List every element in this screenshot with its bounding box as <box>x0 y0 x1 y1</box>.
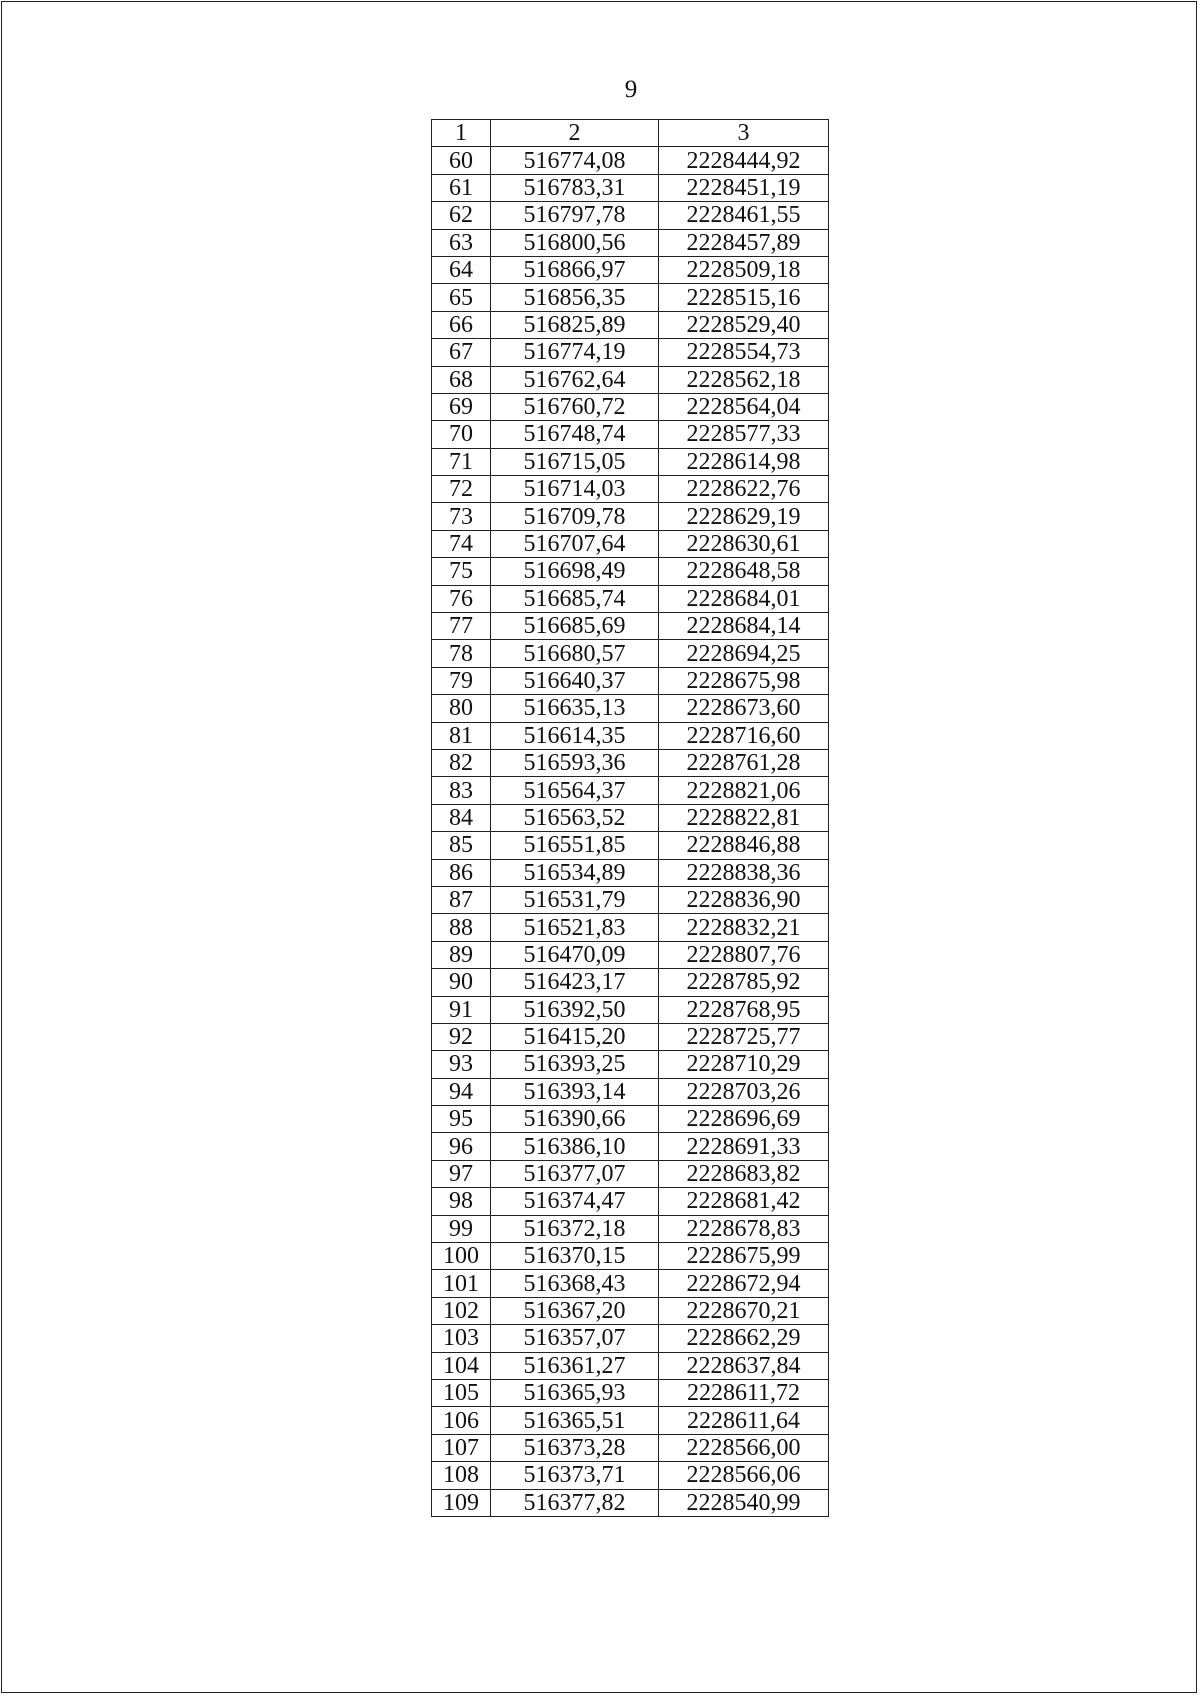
table-row <box>432 1325 829 1352</box>
table-row <box>432 1188 829 1215</box>
table-row <box>432 229 829 256</box>
table-row <box>432 777 829 804</box>
y-coordinate-cell: 2228821,06 <box>659 777 829 804</box>
x-coordinate-cell: 516367,20 <box>491 1297 659 1324</box>
y-coordinate-cell: 2228444,92 <box>659 147 829 174</box>
y-coordinate-cell: 2228622,76 <box>659 476 829 503</box>
x-coordinate-cell: 516774,19 <box>491 339 659 366</box>
x-coordinate-cell: 516635,13 <box>491 695 659 722</box>
table-row <box>432 1434 829 1461</box>
table-row <box>432 256 829 283</box>
x-coordinate-cell: 516715,05 <box>491 448 659 475</box>
y-coordinate-cell: 2228716,60 <box>659 722 829 749</box>
point-number-cell: 109 <box>432 1489 491 1516</box>
x-coordinate-cell: 516774,08 <box>491 147 659 174</box>
x-coordinate-cell: 516709,78 <box>491 503 659 530</box>
table-row <box>432 1215 829 1242</box>
point-number-cell: 82 <box>432 749 491 776</box>
point-number-cell: 108 <box>432 1462 491 1489</box>
point-number-cell: 99 <box>432 1215 491 1242</box>
x-coordinate-cell: 516370,15 <box>491 1243 659 1270</box>
coordinates-table <box>431 119 829 1517</box>
y-coordinate-cell: 2228807,76 <box>659 941 829 968</box>
column-header-1: 1 <box>432 120 491 147</box>
table-row <box>432 1051 829 1078</box>
y-coordinate-cell: 2228678,83 <box>659 1215 829 1242</box>
table-row <box>432 1023 829 1050</box>
point-number-cell: 106 <box>432 1407 491 1434</box>
x-coordinate-cell: 516393,25 <box>491 1051 659 1078</box>
table-row <box>432 1270 829 1297</box>
y-coordinate-cell: 2228566,00 <box>659 1434 829 1461</box>
table-row <box>432 1297 829 1324</box>
x-coordinate-cell: 516614,35 <box>491 722 659 749</box>
point-number-cell: 101 <box>432 1270 491 1297</box>
point-number-cell: 74 <box>432 530 491 557</box>
y-coordinate-cell: 2228703,26 <box>659 1078 829 1105</box>
x-coordinate-cell: 516374,47 <box>491 1188 659 1215</box>
point-number-cell: 104 <box>432 1352 491 1379</box>
y-coordinate-cell: 2228822,81 <box>659 804 829 831</box>
y-coordinate-cell: 2228451,19 <box>659 174 829 201</box>
point-number-cell: 68 <box>432 366 491 393</box>
point-number-cell: 85 <box>432 832 491 859</box>
point-number-cell: 65 <box>432 284 491 311</box>
y-coordinate-cell: 2228670,21 <box>659 1297 829 1324</box>
x-coordinate-cell: 516357,07 <box>491 1325 659 1352</box>
y-coordinate-cell: 2228637,84 <box>659 1352 829 1379</box>
x-coordinate-cell: 516415,20 <box>491 1023 659 1050</box>
table-row <box>432 1160 829 1187</box>
x-coordinate-cell: 516760,72 <box>491 393 659 420</box>
point-number-cell: 89 <box>432 941 491 968</box>
table-row <box>432 339 829 366</box>
y-coordinate-cell: 2228684,01 <box>659 585 829 612</box>
x-coordinate-cell: 516531,79 <box>491 886 659 913</box>
table-row <box>432 1462 829 1489</box>
table-row <box>432 202 829 229</box>
x-coordinate-cell: 516373,28 <box>491 1434 659 1461</box>
x-coordinate-cell: 516393,14 <box>491 1078 659 1105</box>
y-coordinate-cell: 2228673,60 <box>659 695 829 722</box>
x-coordinate-cell: 516640,37 <box>491 667 659 694</box>
x-coordinate-cell: 516373,71 <box>491 1462 659 1489</box>
y-coordinate-cell: 2228683,82 <box>659 1160 829 1187</box>
point-number-cell: 73 <box>432 503 491 530</box>
x-coordinate-cell: 516797,78 <box>491 202 659 229</box>
point-number-cell: 63 <box>432 229 491 256</box>
y-coordinate-cell: 2228832,21 <box>659 914 829 941</box>
table-row <box>432 476 829 503</box>
point-number-cell: 105 <box>432 1379 491 1406</box>
point-number-cell: 69 <box>432 393 491 420</box>
y-coordinate-cell: 2228836,90 <box>659 886 829 913</box>
y-coordinate-cell: 2228515,16 <box>659 284 829 311</box>
y-coordinate-cell: 2228691,33 <box>659 1133 829 1160</box>
y-coordinate-cell: 2228681,42 <box>659 1188 829 1215</box>
point-number-cell: 75 <box>432 558 491 585</box>
y-coordinate-cell: 2228675,99 <box>659 1243 829 1270</box>
point-number-cell: 62 <box>432 202 491 229</box>
y-coordinate-cell: 2228672,94 <box>659 1270 829 1297</box>
point-number-cell: 66 <box>432 311 491 338</box>
point-number-cell: 96 <box>432 1133 491 1160</box>
table-row <box>432 667 829 694</box>
point-number-cell: 83 <box>432 777 491 804</box>
table-row <box>432 613 829 640</box>
x-coordinate-cell: 516377,07 <box>491 1160 659 1187</box>
point-number-cell: 76 <box>432 585 491 612</box>
x-coordinate-cell: 516365,93 <box>491 1379 659 1406</box>
table-row <box>432 886 829 913</box>
table-row <box>432 421 829 448</box>
point-number-cell: 64 <box>432 256 491 283</box>
x-coordinate-cell: 516372,18 <box>491 1215 659 1242</box>
point-number-cell: 77 <box>432 613 491 640</box>
y-coordinate-cell: 2228540,99 <box>659 1489 829 1516</box>
table-body <box>432 120 829 1517</box>
table-row <box>432 1133 829 1160</box>
table-row <box>432 174 829 201</box>
table-row <box>432 914 829 941</box>
x-coordinate-cell: 516423,17 <box>491 969 659 996</box>
x-coordinate-cell: 516563,52 <box>491 804 659 831</box>
table-row <box>432 284 829 311</box>
y-coordinate-cell: 2228554,73 <box>659 339 829 366</box>
y-coordinate-cell: 2228566,06 <box>659 1462 829 1489</box>
y-coordinate-cell: 2228694,25 <box>659 640 829 667</box>
y-coordinate-cell: 2228648,58 <box>659 558 829 585</box>
x-coordinate-cell: 516800,56 <box>491 229 659 256</box>
y-coordinate-cell: 2228509,18 <box>659 256 829 283</box>
table-row <box>432 448 829 475</box>
point-number-cell: 102 <box>432 1297 491 1324</box>
table-row <box>432 1243 829 1270</box>
table-row <box>432 1106 829 1133</box>
point-number-cell: 60 <box>432 147 491 174</box>
point-number-cell: 107 <box>432 1434 491 1461</box>
table-row <box>432 804 829 831</box>
point-number-cell: 70 <box>432 421 491 448</box>
y-coordinate-cell: 2228696,69 <box>659 1106 829 1133</box>
table-row <box>432 749 829 776</box>
table-row <box>432 1489 829 1516</box>
point-number-cell: 92 <box>432 1023 491 1050</box>
table-row <box>432 1407 829 1434</box>
point-number-cell: 72 <box>432 476 491 503</box>
point-number-cell: 81 <box>432 722 491 749</box>
y-coordinate-cell: 2228577,33 <box>659 421 829 448</box>
y-coordinate-cell: 2228611,72 <box>659 1379 829 1406</box>
table-row <box>432 1078 829 1105</box>
table-row <box>432 503 829 530</box>
y-coordinate-cell: 2228768,95 <box>659 996 829 1023</box>
y-coordinate-cell: 2228564,04 <box>659 393 829 420</box>
point-number-cell: 94 <box>432 1078 491 1105</box>
table-row <box>432 695 829 722</box>
y-coordinate-cell: 2228630,61 <box>659 530 829 557</box>
x-coordinate-cell: 516685,74 <box>491 585 659 612</box>
y-coordinate-cell: 2228684,14 <box>659 613 829 640</box>
table-row <box>432 530 829 557</box>
x-coordinate-cell: 516368,43 <box>491 1270 659 1297</box>
x-coordinate-cell: 516593,36 <box>491 749 659 776</box>
x-coordinate-cell: 516470,09 <box>491 941 659 968</box>
point-number-cell: 79 <box>432 667 491 694</box>
x-coordinate-cell: 516551,85 <box>491 832 659 859</box>
table-row <box>432 832 829 859</box>
point-number-cell: 97 <box>432 1160 491 1187</box>
table-row <box>432 640 829 667</box>
table-row <box>432 722 829 749</box>
y-coordinate-cell: 2228529,40 <box>659 311 829 338</box>
point-number-cell: 80 <box>432 695 491 722</box>
x-coordinate-cell: 516392,50 <box>491 996 659 1023</box>
point-number-cell: 88 <box>432 914 491 941</box>
x-coordinate-cell: 516698,49 <box>491 558 659 585</box>
y-coordinate-cell: 2228785,92 <box>659 969 829 996</box>
y-coordinate-cell: 2228614,98 <box>659 448 829 475</box>
y-coordinate-cell: 2228457,89 <box>659 229 829 256</box>
y-coordinate-cell: 2228725,77 <box>659 1023 829 1050</box>
y-coordinate-cell: 2228675,98 <box>659 667 829 694</box>
point-number-cell: 93 <box>432 1051 491 1078</box>
page-number: 9 <box>624 76 638 103</box>
x-coordinate-cell: 516866,97 <box>491 256 659 283</box>
table-row <box>432 393 829 420</box>
table-row <box>432 1379 829 1406</box>
point-number-cell: 71 <box>432 448 491 475</box>
point-number-cell: 67 <box>432 339 491 366</box>
x-coordinate-cell: 516707,64 <box>491 530 659 557</box>
x-coordinate-cell: 516521,83 <box>491 914 659 941</box>
x-coordinate-cell: 516714,03 <box>491 476 659 503</box>
x-coordinate-cell: 516748,74 <box>491 421 659 448</box>
y-coordinate-cell: 2228761,28 <box>659 749 829 776</box>
x-coordinate-cell: 516390,66 <box>491 1106 659 1133</box>
point-number-cell: 95 <box>432 1106 491 1133</box>
table-row <box>432 996 829 1023</box>
x-coordinate-cell: 516783,31 <box>491 174 659 201</box>
x-coordinate-cell: 516564,37 <box>491 777 659 804</box>
x-coordinate-cell: 516361,27 <box>491 1352 659 1379</box>
x-coordinate-cell: 516685,69 <box>491 613 659 640</box>
x-coordinate-cell: 516680,57 <box>491 640 659 667</box>
x-coordinate-cell: 516856,35 <box>491 284 659 311</box>
table-row <box>432 941 829 968</box>
point-number-cell: 100 <box>432 1243 491 1270</box>
table-row <box>432 311 829 338</box>
point-number-cell: 61 <box>432 174 491 201</box>
y-coordinate-cell: 2228562,18 <box>659 366 829 393</box>
y-coordinate-cell: 2228662,29 <box>659 1325 829 1352</box>
table-row <box>432 585 829 612</box>
point-number-cell: 91 <box>432 996 491 1023</box>
table-row <box>432 859 829 886</box>
table-row <box>432 1352 829 1379</box>
table-header-row <box>432 120 829 147</box>
y-coordinate-cell: 2228710,29 <box>659 1051 829 1078</box>
table-row <box>432 147 829 174</box>
point-number-cell: 86 <box>432 859 491 886</box>
y-coordinate-cell: 2228846,88 <box>659 832 829 859</box>
point-number-cell: 103 <box>432 1325 491 1352</box>
x-coordinate-cell: 516365,51 <box>491 1407 659 1434</box>
table-row <box>432 366 829 393</box>
y-coordinate-cell: 2228838,36 <box>659 859 829 886</box>
point-number-cell: 90 <box>432 969 491 996</box>
point-number-cell: 87 <box>432 886 491 913</box>
column-header-2: 2 <box>491 120 659 147</box>
table-row <box>432 969 829 996</box>
y-coordinate-cell: 2228611,64 <box>659 1407 829 1434</box>
x-coordinate-cell: 516825,89 <box>491 311 659 338</box>
point-number-cell: 84 <box>432 804 491 831</box>
column-header-3: 3 <box>659 120 829 147</box>
x-coordinate-cell: 516762,64 <box>491 366 659 393</box>
point-number-cell: 98 <box>432 1188 491 1215</box>
point-number-cell: 78 <box>432 640 491 667</box>
table-row <box>432 558 829 585</box>
y-coordinate-cell: 2228461,55 <box>659 202 829 229</box>
x-coordinate-cell: 516386,10 <box>491 1133 659 1160</box>
y-coordinate-cell: 2228629,19 <box>659 503 829 530</box>
x-coordinate-cell: 516377,82 <box>491 1489 659 1516</box>
x-coordinate-cell: 516534,89 <box>491 859 659 886</box>
